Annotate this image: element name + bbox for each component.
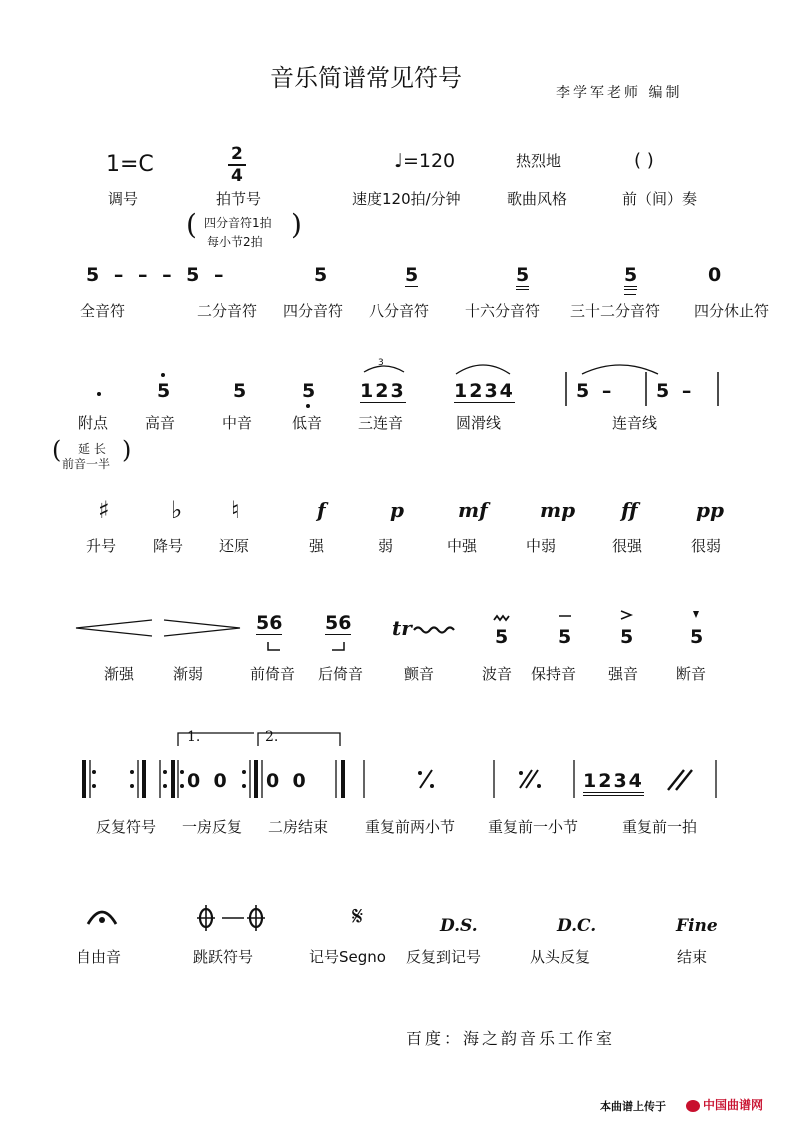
repeat-start-thick xyxy=(82,760,86,798)
dynamic-p: p xyxy=(390,498,404,522)
ds-symbol: D.S. xyxy=(440,916,478,936)
time-signature-bottom: 4 xyxy=(231,166,243,186)
label-thirtysecond-note: 三十二分音符 xyxy=(570,302,661,320)
dot-paren-open: ( xyxy=(52,436,62,464)
accent-note: 5 xyxy=(620,626,634,648)
label-whole-note: 全音符 xyxy=(80,302,126,320)
tie-note-second: 5 – xyxy=(656,380,692,402)
label-middle-note: 中音 xyxy=(222,414,253,432)
label-dot: 附点 xyxy=(78,414,109,432)
volta-second-label: 2. xyxy=(265,729,279,745)
staccato-icon xyxy=(693,611,699,618)
second-ending-rests: 0 0 xyxy=(266,770,306,792)
middle-note-symbol: 5 xyxy=(233,380,247,402)
sixteenth-note-symbol: 5 xyxy=(516,264,529,290)
whole-note-symbol: 5 – – – 5 – xyxy=(86,264,224,286)
label-eighth-note: 八分音符 xyxy=(369,302,430,320)
label-first-ending: 一房反复 xyxy=(182,818,243,836)
tenuto-note: 5 xyxy=(558,626,572,648)
mordent-icon xyxy=(494,616,509,620)
repeat-beat-icon xyxy=(668,770,692,790)
label-crescendo: 渐强 xyxy=(104,665,135,683)
label-accent: 强音 xyxy=(608,665,639,683)
page-title: 音乐简谱常见符号 xyxy=(270,64,462,92)
dot-paren-close: ) xyxy=(122,436,132,464)
label-half-note: 二分音符 xyxy=(197,302,258,320)
repeat-end-thick xyxy=(142,760,146,798)
time-signature-top: 2 xyxy=(231,144,243,164)
label-second-ending: 二房结束 xyxy=(268,818,329,836)
sharp-icon: ♯ xyxy=(98,496,110,524)
label-repeat-one-bar: 重复前一小节 xyxy=(488,818,579,836)
dynamic-mp: mp xyxy=(540,498,576,522)
repeat-start-dot-bottom xyxy=(92,784,96,788)
dynamic-pp: pp xyxy=(696,498,724,522)
trill-symbol: tr xyxy=(392,616,412,640)
style-symbol: 热烈地 xyxy=(516,152,562,170)
tie-note-first: 5 – xyxy=(576,380,612,402)
label-sixteenth-note: 十六分音符 xyxy=(465,302,541,320)
fermata-icon xyxy=(88,912,116,924)
volta-end-dot-bottom xyxy=(242,784,246,788)
label-mezzo-piano: 中弱 xyxy=(526,537,557,555)
front-grace-notes: 56 xyxy=(256,612,283,634)
dynamic-f: f xyxy=(317,498,326,522)
triplet-arc xyxy=(364,366,404,372)
label-tempo: 速度120拍/分钟 xyxy=(352,190,461,208)
label-time-signature: 拍节号 xyxy=(216,190,262,208)
triplet-mark: 3 xyxy=(378,358,384,368)
flat-icon: ♭ xyxy=(171,496,183,524)
label-staccato: 断音 xyxy=(676,665,707,683)
label-back-grace: 后倚音 xyxy=(318,665,364,683)
repeat-mid-dot-top xyxy=(163,770,167,774)
slur-notes-symbol: 1234 xyxy=(454,380,515,402)
crescendo-icon xyxy=(76,620,152,636)
natural-icon: ♮ xyxy=(231,496,240,524)
label-pianissimo: 很弱 xyxy=(691,537,722,555)
footer-upload-text: 本曲谱上传于 xyxy=(600,1100,666,1113)
label-forte: 强 xyxy=(309,537,325,555)
label-triplet: 三连音 xyxy=(358,414,404,432)
label-style: 歌曲风格 xyxy=(507,190,568,208)
label-tenuto: 保持音 xyxy=(531,665,577,683)
dynamic-ff: ff xyxy=(621,498,638,522)
label-slur: 圆滑线 xyxy=(456,414,502,432)
accent-icon xyxy=(621,611,631,619)
label-prelude: 前（间）奏 xyxy=(622,190,698,208)
mordent-note: 5 xyxy=(495,626,509,648)
back-grace-notes: 56 xyxy=(325,612,352,634)
prelude-brackets: ( ) xyxy=(634,150,654,171)
front-grace-hook xyxy=(268,642,280,650)
dot-note-line2: 前音一半 xyxy=(62,457,111,471)
repeat-mid-dot-bottom xyxy=(163,784,167,788)
repeat-beat-notes: 1234 xyxy=(583,770,644,796)
segno-icon: 𝄋 xyxy=(352,902,364,932)
final-thick-barline xyxy=(341,760,345,798)
volta-end-dot-top xyxy=(242,770,246,774)
author-credit: 李学军老师 编制 xyxy=(556,85,683,101)
label-high-note: 高音 xyxy=(145,414,176,432)
repeat-two-bars-icon xyxy=(519,770,541,788)
label-fermata: 自由音 xyxy=(76,948,122,966)
quarter-rest-symbol: 0 xyxy=(708,264,722,286)
dot-note-line1: 延 长 xyxy=(78,442,106,456)
time-note-line1: 四分音符1拍 xyxy=(204,216,272,230)
label-repeat-one-beat: 重复前一拍 xyxy=(622,818,698,836)
label-sharp: 升号 xyxy=(86,537,117,555)
volta-second-bracket xyxy=(258,733,340,746)
dc-symbol: D.C. xyxy=(557,916,597,936)
paren-open: ( xyxy=(186,208,197,241)
tempo-symbol: ♩=120 xyxy=(394,150,456,172)
label-segno: 记号Segno xyxy=(309,948,386,966)
label-dal-segno: 反复到记号 xyxy=(406,948,482,966)
repeat-mid2-dot-top xyxy=(180,770,184,774)
back-grace-hook xyxy=(332,642,344,650)
volta-first-label: 1. xyxy=(187,729,201,745)
label-tie: 连音线 xyxy=(612,414,658,432)
label-natural: 还原 xyxy=(219,537,250,555)
label-low-note: 低音 xyxy=(292,414,323,432)
dynamic-mf: mf xyxy=(458,498,488,522)
eighth-note-symbol: 5 xyxy=(405,264,419,286)
staccato-note: 5 xyxy=(690,626,704,648)
low-note-symbol: 5 xyxy=(302,380,316,402)
decrescendo-icon xyxy=(164,620,240,636)
label-coda-jump: 跳跃符号 xyxy=(193,948,254,966)
repeat-mid2-dot-bottom xyxy=(180,784,184,788)
trill-wave xyxy=(414,628,454,633)
coda-jump-icon xyxy=(197,905,265,931)
label-quarter-rest: 四分休止符 xyxy=(694,302,770,320)
label-quarter-note: 四分音符 xyxy=(283,302,344,320)
key-signature-symbol: 1=C xyxy=(106,152,154,177)
label-repeat-signs: 反复符号 xyxy=(96,818,157,836)
paren-close: ) xyxy=(291,208,302,241)
repeat-end-dot-bottom xyxy=(130,784,134,788)
volta-end-thick xyxy=(254,760,258,798)
slur-arc xyxy=(456,365,510,374)
high-note-symbol: 5 xyxy=(157,380,171,402)
label-da-capo: 从头反复 xyxy=(530,948,591,966)
quarter-note-symbol: 5 xyxy=(314,264,328,286)
label-flat: 降号 xyxy=(153,537,184,555)
studio-credit: 百度：海之韵音乐工作室 xyxy=(406,1029,616,1048)
label-front-grace: 前倚音 xyxy=(250,665,296,683)
triplet-symbol: 123 xyxy=(360,380,406,402)
label-piano: 弱 xyxy=(378,537,394,555)
thirtysecond-note-symbol: 5 xyxy=(624,264,637,290)
label-mordent: 波音 xyxy=(482,665,513,683)
volta-first-bracket xyxy=(178,733,254,746)
fine-symbol: Fine xyxy=(676,916,718,936)
label-decrescendo: 渐弱 xyxy=(173,665,204,683)
label-fine: 结束 xyxy=(677,948,708,966)
label-trill: 颤音 xyxy=(404,665,435,683)
first-ending-rests: 0 0 xyxy=(187,770,227,792)
repeat-mid-thick xyxy=(171,760,175,798)
label-fortissimo: 很强 xyxy=(612,537,643,555)
label-key-signature: 调号 xyxy=(108,190,139,208)
repeat-start-dot-top xyxy=(92,770,96,774)
time-note-line2: 每小节2拍 xyxy=(207,235,263,249)
label-mezzo-forte: 中强 xyxy=(447,537,478,555)
repeat-end-dot-top xyxy=(130,770,134,774)
repeat-one-bar-icon xyxy=(418,770,434,788)
label-repeat-two-bars: 重复前两小节 xyxy=(365,818,456,836)
site-logo-text: 中国曲谱网 xyxy=(703,1098,764,1112)
